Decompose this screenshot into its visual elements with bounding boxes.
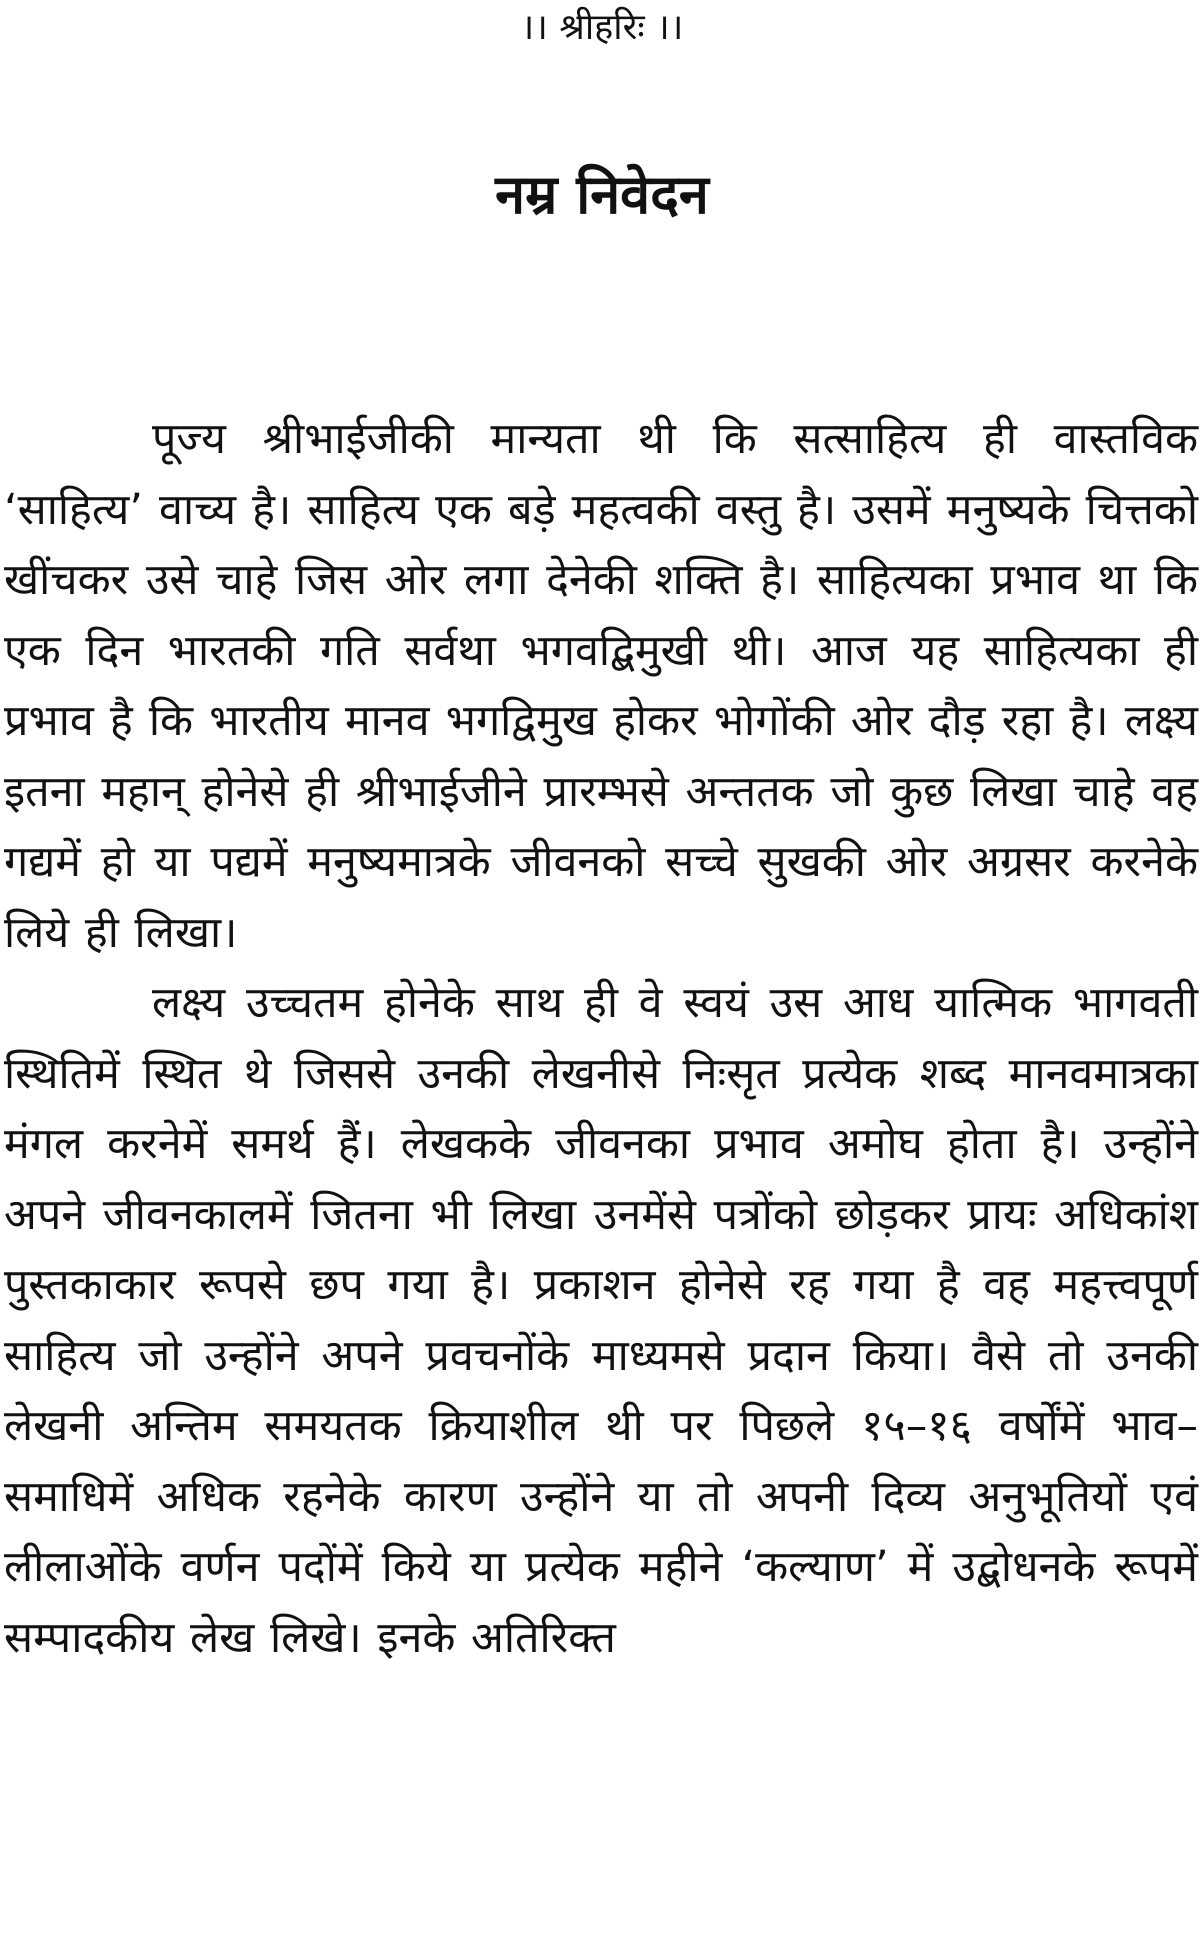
invocation-header: ।। श्रीहरिः ।। [520, 7, 684, 48]
paragraph-1: पूज्य श्रीभाईजीकी मान्यता थी कि सत्साहित्य ही वास्तविक ‘साहित्य’ वाच्य है। साहित्य एक बड़े महत्वकी वस्तु है। उसमें मनुष्यके चित्तको खींचकर उसे चाहे जिस ओर लगा देनेकी शक्ति है। साहित्यका प्रभाव था कि एक दिन भारतकी गति सर्वथा भगवद्बिमुखी थी। आज यह साहित्यका ही प्रभाव है कि भारतीय मानव भगद्विमुख होकर भोगोंकी ओर दौड़ रहा है। लक्ष्य इतना महान् होनेसे ही श्रीभाईजीने प्रारम्भसे अन्ततक जो कुछ लिखा चाहे वह गद्यमें हो या पद्यमें मनुष्यमात्रके जीवनको सच्चे सुखकी ओर अग्रसर करनेके लिये ही लिखा। [4, 414, 1198, 958]
paragraph-2: लक्ष्य उच्चतम होनेके साथ ही वे स्वयं उस आध यात्मिक भागवती स्थितिमें स्थित थे जिससे उनकी लेखनीसे निःसृत प्रत्येक शब्द मानवमात्रका मंगल करनेमें समर्थ हैं। लेखकके जीवनका प्रभाव अमोघ होता है। उन्होंने अपने जीवनकालमें जितना भी लिखा उनमेंसे पत्रोंको छोड़कर प्रायः अधिकांश पुस्तकाकार रूपसे छप गया है। प्रकाशन होनेसे रह गया है वह महत्त्वपूर्ण साहित्य जो उन्होंने अपने प्रवचनोंके माध्यमसे प्रदान किया। वैसे तो उनकी लेखनी अन्तिम समयतक क्रियाशील थी पर पिछले १५–१६ वर्षोंमें भाव–समाधिमें अधिक रहनेके कारण उन्होंने या तो अपनी दिव्य अनुभूतियों एवं लीलाओंके वर्णन पदोंमें किये या प्रत्येक महीने ‘कल्याण’ में उद्बोधनके रूपमें सम्पादकीय लेख लिखे। इनके अतिरिक्त [4, 978, 1198, 1663]
page-title: नम्र निवेदन [495, 163, 709, 226]
body-text [4, 404, 1198, 1673]
